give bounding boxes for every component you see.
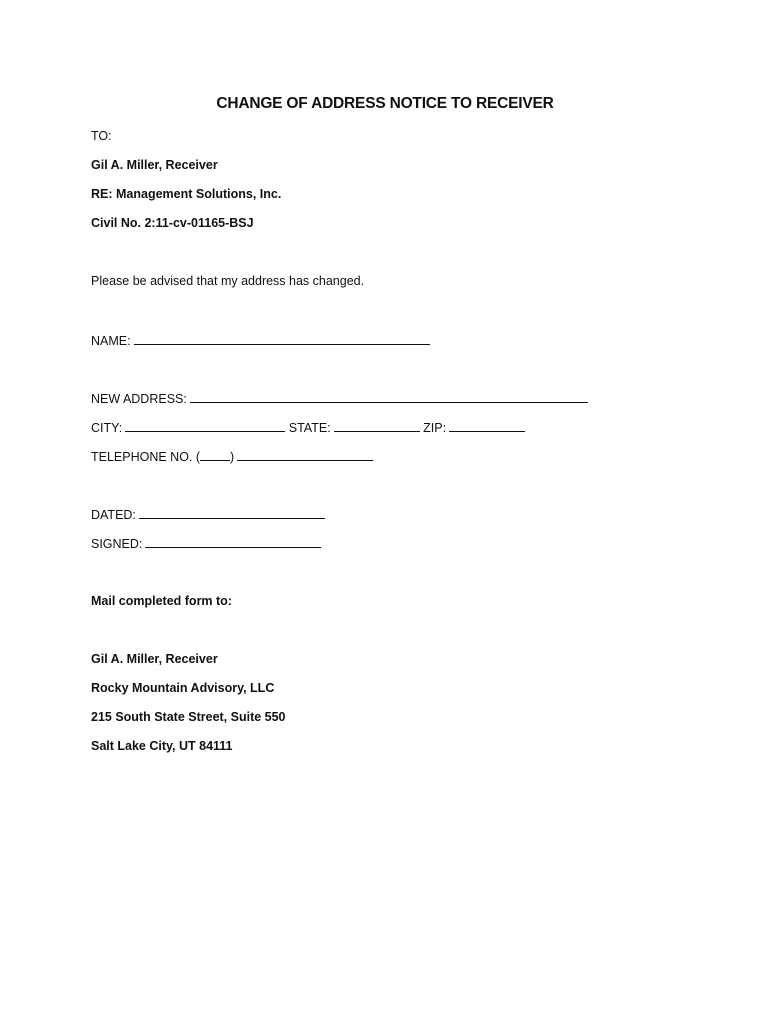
recipient-name: Gil A. Miller, Receiver	[91, 158, 218, 172]
civil-number: Civil No. 2:11-cv-01165-BSJ	[91, 216, 254, 230]
name-field[interactable]	[134, 332, 430, 345]
telephone-row	[91, 448, 373, 465]
city-state-zip-row	[91, 419, 525, 436]
telephone-field[interactable]	[237, 448, 373, 461]
to-label: TO:	[91, 129, 112, 143]
dated-label: DATED:	[91, 508, 136, 522]
name-label: NAME:	[91, 334, 131, 348]
city-label: CITY:	[91, 421, 123, 435]
zip-label: ZIP:	[423, 421, 447, 435]
dated-field[interactable]	[139, 506, 325, 519]
state-label: STATE:	[288, 421, 331, 435]
mail-city-state-zip: Salt Lake City, UT 84111	[91, 739, 233, 753]
zip-field[interactable]	[449, 419, 525, 432]
dated-row	[91, 506, 325, 523]
area-code-field[interactable]	[200, 448, 230, 461]
document-title: CHANGE OF ADDRESS NOTICE TO RECEIVER	[216, 95, 554, 112]
advisory-text: Please be advised that my address has changed.	[91, 274, 365, 288]
new-address-row	[91, 390, 588, 407]
telephone-label: TELEPHONE NO. (	[91, 450, 201, 464]
signed-field[interactable]	[145, 535, 321, 548]
new-address-label: NEW ADDRESS:	[91, 392, 187, 406]
mail-heading: Mail completed form to:	[91, 594, 232, 608]
new-address-field[interactable]	[190, 390, 588, 403]
re-line: RE: Management Solutions, Inc.	[91, 187, 282, 201]
city-field[interactable]	[125, 419, 285, 432]
mail-company: Rocky Mountain Advisory, LLC	[91, 681, 275, 695]
mail-name: Gil A. Miller, Receiver	[91, 652, 218, 666]
telephone-paren-close: )	[230, 450, 235, 464]
state-field[interactable]	[334, 419, 420, 432]
signed-label: SIGNED:	[91, 537, 143, 551]
signed-row	[91, 535, 321, 552]
name-row	[91, 332, 430, 349]
mail-street: 215 South State Street, Suite 550	[91, 710, 286, 724]
